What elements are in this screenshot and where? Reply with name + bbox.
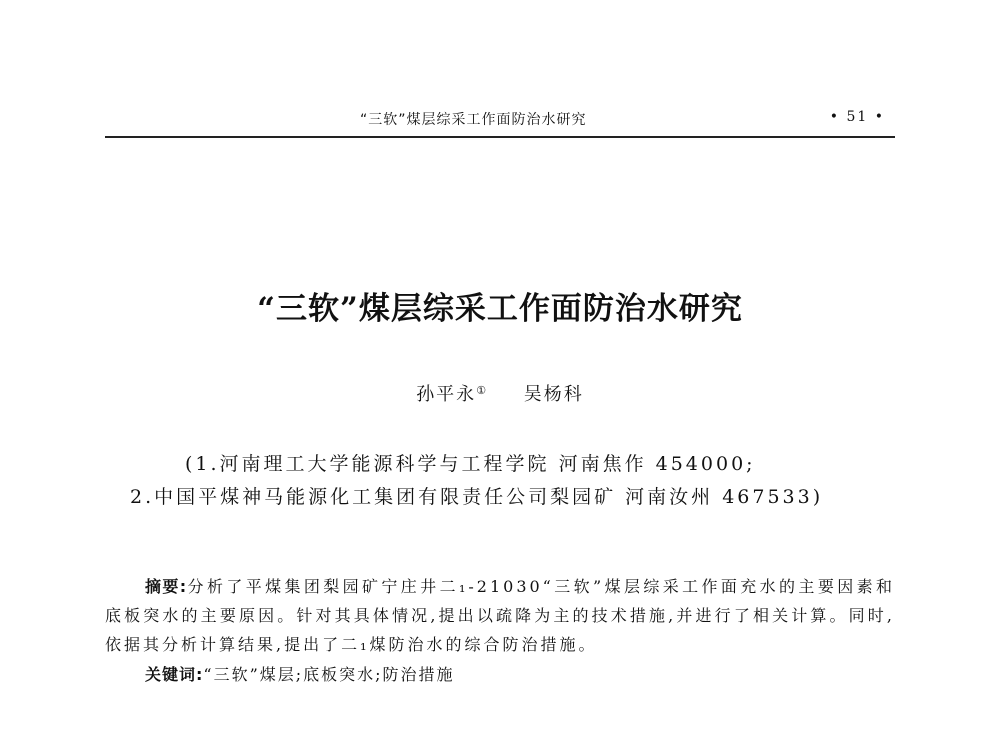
footnote-marker: ① (476, 384, 489, 397)
affiliation-line: (1.河南理工大学能源科学与工程学院 河南焦作 454000; (185, 453, 756, 475)
keywords-label: 关键词: (145, 665, 204, 684)
running-header (105, 104, 895, 138)
page-number: • 51 • (829, 109, 885, 125)
affiliation-line: 2.中国平煤神马能源化工集团有限责任公司梨园矿 河南汝州 467533) (130, 486, 824, 508)
author-list (0, 380, 1000, 406)
paper-title: “三软”煤层综采工作面防治水研究 (257, 291, 743, 327)
running-title: “三软”煤层综采工作面防治水研究 (360, 112, 587, 128)
abstract-text: 分析了平煤集团梨园矿宁庄井二₁-21030“三软”煤层综采工作面充水的主要因素和底板突水的主要原因。针对其具体情况,提出以疏降为主的技术措施,并进行了相关计算。同时,依据其分析计算结果,提出了二₁煤防治水的综合防治措施。 (105, 577, 895, 654)
author-name: 孙平永 (416, 384, 477, 405)
abstract-label: 摘要: (145, 577, 188, 596)
author-name: 吴杨科 (523, 384, 584, 405)
abstract-block (105, 572, 895, 691)
affiliations (100, 448, 900, 514)
abstract-paragraph (105, 572, 895, 659)
keywords-text: “三软”煤层;底板突水;防治措施 (203, 665, 455, 684)
keywords-line (105, 659, 895, 691)
